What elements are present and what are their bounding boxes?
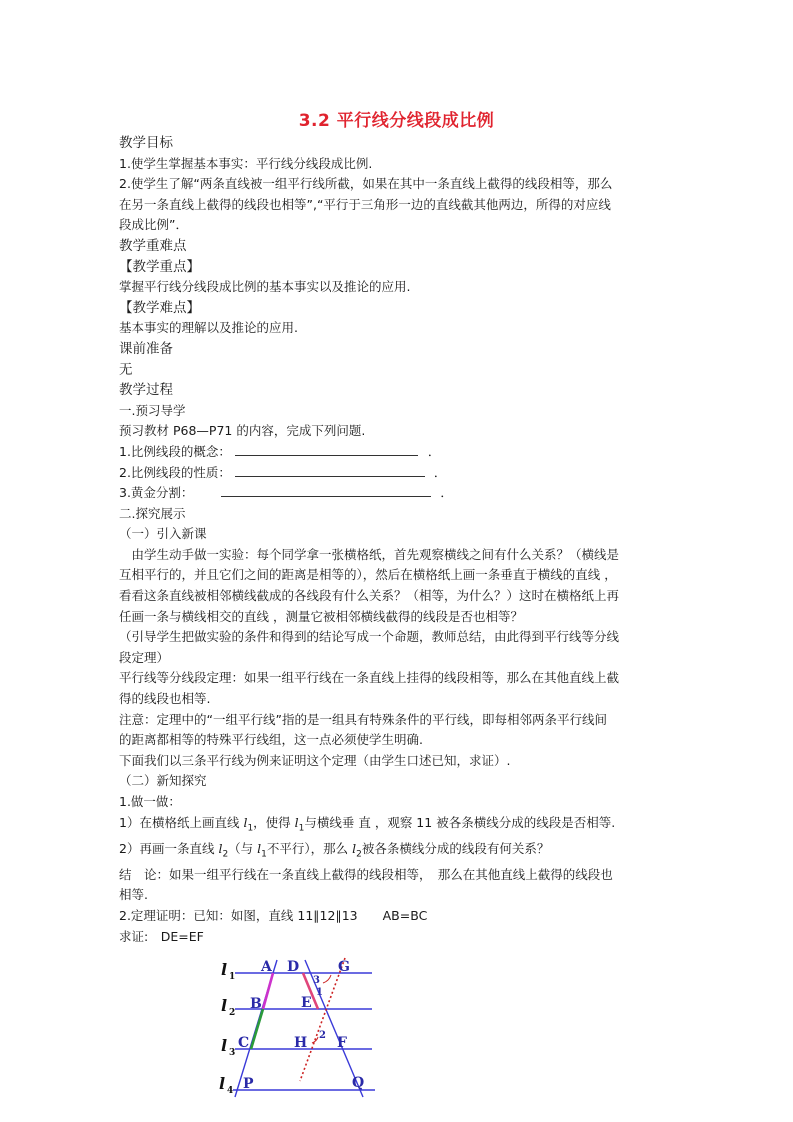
page-title: 3.2 平行线分线段成比例 <box>298 111 495 131</box>
paragraph: 看看这条直线被相邻横线截成的各线段有什么关系？（相等，为什么？）这时在横格纸上再 <box>119 588 620 604</box>
section-heading-process: 教学过程 <box>119 382 173 399</box>
paragraph-with-math: 1）在横格纸上画直线 $l_1$，使得 $l_1$与横线垂 直 ，观察 11 被各条横线分成的线段是否相等. <box>119 814 616 834</box>
subheading: 二.探究展示 <box>119 505 186 521</box>
blank-end: ． <box>433 464 447 480</box>
blank-end: ． <box>427 443 441 459</box>
label-l: l <box>221 960 228 979</box>
label-l: l <box>219 1074 226 1093</box>
document-body <box>119 133 679 947</box>
question-label: 2.比例线段的性质： <box>119 464 231 480</box>
paragraph: 预习教材 P68—P71 的内容，完成下列问题. <box>119 423 366 439</box>
paragraph: 结 论：如果一组平行线在一条直线上截得的线段相等， 那么在其他直线上截得的线段也 <box>119 866 613 882</box>
paragraph: 掌握平行线分线段成比例的基本事实以及推论的应用. <box>119 279 411 295</box>
paragraph: 1.使学生掌握基本事实：平行线分线段成比例. <box>119 155 373 171</box>
label-subscript: 4 <box>227 1086 234 1096</box>
fill-in-row <box>119 463 679 484</box>
parallel-lines-diagram <box>215 953 385 1098</box>
label-l: l <box>221 996 228 1015</box>
question-label: 3.黄金分割： <box>119 485 194 501</box>
subheading-focus: 【教学重点】 <box>119 258 200 275</box>
paragraph: 互相平行的，并且它们之间的距离是相等的），然后在横格纸上画一条垂直于横线的直线 ， <box>119 567 617 583</box>
paragraph: 2.使学生了解“两条直线被一组平行线所截，如果在其中一条直线上截得的线段相等，那么 <box>119 176 613 192</box>
paragraph: 1.做一做： <box>119 794 181 809</box>
point-label: H <box>294 1035 308 1051</box>
subheading-difficulty: 【教学难点】 <box>119 299 200 316</box>
point-label: G <box>338 959 350 975</box>
label-subscript: 1 <box>229 972 236 982</box>
paragraph: 任画一条与横线相交的直线 ，测量它被相邻横线截得的线段是否也相等？ <box>119 608 523 624</box>
paragraph: 得的线段也相等. <box>119 691 211 707</box>
point-label: B <box>250 996 262 1012</box>
paragraph: （引导学生把做实验的条件和得到的结论写成一个命题，教师总结，由此得到平行线等分线 <box>119 629 620 645</box>
paragraph: 段成比例”． <box>119 217 188 233</box>
paragraph: 2.定理证明：已知：如图，直线 11∥12∥13 AB=BC <box>119 907 428 923</box>
question-label: 1.比例线段的概念： <box>119 443 231 459</box>
point-label: A <box>261 959 272 975</box>
paragraph: 基本事实的理解以及推论的应用. <box>119 320 298 336</box>
point-label: E <box>301 995 312 1011</box>
fill-in-row <box>119 442 679 463</box>
answer-blank <box>221 484 431 497</box>
label-subscript: 3 <box>229 1048 236 1058</box>
paragraph: 由学生动手做一实验：每个同学拿一张横格纸，首先观察横线之间有什么关系？（横线是 <box>119 546 620 562</box>
auxiliary-line <box>300 958 345 1081</box>
subheading: 一.预习导学 <box>119 402 186 418</box>
answer-blank <box>235 443 418 456</box>
angle-label: 2 <box>319 1030 326 1041</box>
section-heading-prep: 课前准备 <box>119 340 173 357</box>
point-label: F <box>337 1035 347 1051</box>
paragraph: 注意：定理中的“一组平行线”指的是一组具有特殊条件的平行线，即每相邻两条平行线间 <box>119 711 607 727</box>
point-label: C <box>238 1035 250 1051</box>
paragraph: 在另一条直线上截得的线段也相等”,“平行于三角形一边的直线截其他两边，所得的对应线 <box>119 196 611 212</box>
angle-label: 3 <box>313 975 320 986</box>
paragraph: 求证: DE=EF <box>119 928 204 944</box>
point-label: P <box>243 1076 254 1092</box>
answer-blank <box>235 464 425 477</box>
subheading: （一）引入新课 <box>119 526 207 542</box>
fill-in-row <box>119 483 679 504</box>
segment-bc <box>251 1009 263 1049</box>
paragraph: 平行线等分线段定理：如果一组平行线在一条直线上挂得的线段相等，那么在其他直线上截 <box>119 670 620 686</box>
paragraph: 下面我们以三条平行线为例来证明这个定理（由学生口述已知，求证）. <box>119 752 511 768</box>
label-subscript: 2 <box>229 1008 236 1018</box>
section-heading-key-points: 教学重难点 <box>119 237 187 254</box>
label-l: l <box>221 1036 228 1055</box>
blank-end: ． <box>440 485 453 501</box>
segment-ab <box>263 973 273 1009</box>
point-label: Q <box>352 1075 365 1091</box>
subheading: （二）新知探究 <box>119 773 207 789</box>
paragraph: 的距离都相等的特殊平行线组，这一点必须使学生明确. <box>119 732 423 748</box>
angle-label: 1 <box>316 987 323 998</box>
section-heading-objectives: 教学目标 <box>119 135 173 151</box>
paragraph: 无 <box>119 361 133 378</box>
paragraph-with-math: 2）再画一条直线 $l_2$（与 $l_1$不平行），那么 $l_2$被各条横线分成的线段有何关系？ <box>119 840 550 860</box>
paragraph: 相等. <box>119 887 148 903</box>
angle-arc <box>323 975 331 983</box>
point-label: D <box>287 959 300 975</box>
paragraph: 段定理） <box>119 649 170 665</box>
